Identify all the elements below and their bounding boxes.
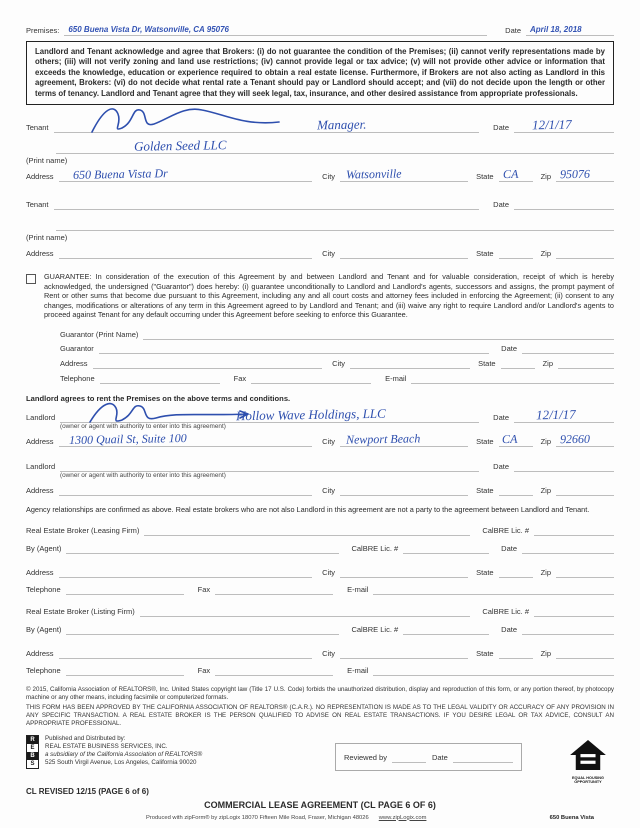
tenant2-address-label: Address	[26, 249, 54, 259]
leasing-firm-line[interactable]	[144, 524, 470, 536]
tenant2-printname-row	[26, 219, 614, 231]
equal-housing-caption: EQUAL HOUSING OPPORTUNITY	[572, 775, 604, 785]
guarantor-printname-line[interactable]	[143, 328, 614, 340]
tenant1-state-line[interactable]	[499, 166, 533, 182]
leasing-email-line[interactable]	[373, 583, 614, 595]
landlord1-zip-label: Zip	[540, 437, 551, 446]
tenant1-city-line[interactable]	[340, 166, 468, 182]
landlord2-address-label: Address	[26, 486, 54, 495]
tenant2-zip-line[interactable]	[556, 247, 614, 259]
leasing-agent-row	[26, 542, 614, 554]
leasing-agent-label: By (Agent)	[26, 543, 62, 553]
leasing-zip-line[interactable]	[556, 566, 614, 578]
equal-housing-logo	[562, 739, 614, 785]
reviewed-by-label: Reviewed by	[344, 752, 387, 762]
listing-calbre-line[interactable]	[534, 605, 614, 617]
rebs-letter-b: B	[27, 752, 38, 760]
guarantor-email-label: E-mail	[385, 374, 407, 383]
landlord1-city-handwriting: Newport Beach	[345, 431, 421, 447]
landlord1-address-line[interactable]	[59, 430, 313, 448]
tenant1-signature-row	[26, 116, 614, 133]
guarantor-fax-label: Fax	[233, 374, 247, 383]
tenant1-zip-line[interactable]	[556, 166, 614, 182]
broker-notice-text: Landlord and Tenant acknowledge and agree that Brokers: (i) do not guarantee the condition of the Premises; (ii) cannot verify representations made by others; (iii) will not verify zoning and land use restrictions; (iv) cannot provide legal or tax advice; (v) will not provide other advice or information that exceeds the knowledge, education or experience required to obtain a real estate license. Furthermore, if Brokers are not also acting as Landlord in this agreement, Brokers: (vi) do not decide what rental rate a Tenant should pay or Landlord should accept; and (vii) do not decide upon the length or other terms of tenancy. Landlord and Tenant agree that they will seek legal, tax, insurance, and other desired assistance from appropriate professionals.	[35, 47, 605, 98]
doc-ref: 650 Buena Vista	[549, 814, 594, 821]
publisher-company: REAL ESTATE BUSINESS SERVICES, INC.	[45, 742, 168, 750]
tenant1-printname-label: (Print name)	[26, 156, 68, 166]
leasing-telephone-row	[26, 583, 614, 595]
publisher-subsidiary: a subsidiary of the California Association of REALTORS®	[45, 750, 203, 758]
listing-calbre-label: CalBRE Lic. #	[482, 606, 529, 616]
guarantor-telephone-line[interactable]	[100, 372, 220, 384]
landlord1-city-line[interactable]	[340, 431, 468, 447]
copyright-text: © 2015, California Association of REALTORS®, Inc. United States copyright law (Title 17 U.S. Code) forbids the unauthorized distribution, display and reproduction of this form, or any portion thereof, by photocopy machine or any other means, including facsimile or computerized formats.	[26, 685, 614, 701]
listing-firm-line[interactable]	[140, 605, 471, 617]
form-title: COMMERCIAL LEASE AGREEMENT (CL PAGE 6 OF 6)	[204, 799, 436, 810]
listing-address-line[interactable]	[59, 647, 313, 659]
listing-firm-row	[26, 605, 614, 617]
tenant1-state-label: State	[476, 172, 494, 182]
landlord1-signature-line[interactable]	[60, 405, 479, 424]
landlord2-address-row	[26, 484, 614, 496]
tenant1-printname-line[interactable]	[56, 137, 614, 154]
listing-telephone-label: Telephone	[26, 665, 61, 675]
listing-firm-label: Real Estate Broker (Listing Firm)	[26, 606, 135, 616]
leasing-state-label: State	[476, 567, 494, 577]
tenant2-signature-row	[26, 198, 614, 210]
guarantor-state-label: State	[478, 359, 496, 368]
leasing-telephone-line[interactable]	[66, 583, 184, 595]
tenant2-city-label: City	[322, 249, 336, 259]
listing-agent-line[interactable]	[66, 623, 339, 635]
guarantor-signature-line[interactable]	[99, 342, 489, 354]
tenant1-title-handwriting: Manager.	[317, 116, 367, 133]
header-date-label: Date	[505, 26, 521, 35]
listing-agent-label: By (Agent)	[26, 624, 62, 634]
tenant1-printname-row	[26, 137, 614, 154]
landlord1-date-handwriting: 12/1/17	[535, 406, 576, 423]
guarantor-zip-label: Zip	[542, 359, 553, 368]
leasing-city-line[interactable]	[340, 566, 468, 578]
landlord1-name-handwriting: Hollow Wave Holdings, LLC	[236, 405, 387, 424]
leasing-calbre-line[interactable]	[534, 524, 614, 536]
premises-value: 650 Buena Vista Dr, Watsonville, CA 95076	[68, 25, 230, 34]
guarantor-telephone-label: Telephone	[60, 374, 95, 383]
landlord1-city-label: City	[322, 437, 336, 446]
reviewed-date-label: Date	[431, 752, 448, 762]
guarantor-date-label: Date	[501, 344, 517, 353]
listing-state-label: State	[476, 648, 494, 658]
listing-agent-calbre-line[interactable]	[403, 623, 489, 635]
publisher-row	[26, 735, 614, 785]
tenant2-state-line[interactable]	[499, 247, 533, 259]
guarantor-printname-row	[60, 328, 614, 340]
tenant1-state-handwriting: CA	[502, 166, 519, 182]
tenant2-date-line[interactable]	[514, 198, 614, 210]
leasing-city-label: City	[322, 567, 336, 577]
tenant1-date-line[interactable]	[514, 116, 614, 133]
produced-text: Produced with zipForm® by zipLogix 18070 Fifteen Mile Road, Fraser, Michigan 48026	[146, 814, 369, 821]
tenant1-label: Tenant	[26, 123, 49, 133]
leasing-agent-date-line[interactable]	[522, 542, 614, 554]
landlord1-signature-row	[26, 405, 614, 424]
listing-agent-row	[26, 623, 614, 635]
guarantor-address-row	[60, 357, 614, 369]
tenant1-printname-handwriting: Golden Seed LLC	[133, 137, 227, 154]
publisher-distributed: Published and Distributed by:	[45, 734, 126, 742]
leasing-firm-row	[26, 524, 614, 536]
leasing-zip-label: Zip	[540, 567, 551, 577]
listing-email-label: E-mail	[347, 665, 369, 675]
guarantor-telephone-row	[60, 372, 614, 384]
guarantor-fax-line[interactable]	[251, 372, 371, 384]
guarantor-signature-row	[60, 342, 614, 354]
landlord1-state-handwriting: CA	[501, 431, 518, 447]
listing-city-label: City	[322, 648, 336, 658]
leasing-address-row	[26, 566, 614, 578]
tenant2-printname-line[interactable]	[56, 219, 614, 231]
guarantor-zip-line[interactable]	[558, 357, 614, 369]
tenant1-address-handwriting: 650 Buena Vista Dr	[72, 166, 168, 182]
tenant1-city-handwriting: Watsonville	[345, 166, 402, 182]
approval-text: THIS FORM HAS BEEN APPROVED BY THE CALIFORNIA ASSOCIATION OF REALTORS® (C.A.R.). NO REPRESENTATION IS MADE AS TO THE LEGAL VALIDITY OR ACCURACY OF ANY PROVISION IN ANY SPECIFIC TRANSACTION. A REAL ESTATE BROKER IS THE PERSON QUALIFIED TO ADVISE ON REAL ESTATE TRANSACTIONS. IF YOU DESIRE LEGAL OR TAX ADVICE, CONSULT AN APPROPRIATE PROFESSIONAL.	[26, 703, 614, 727]
tenant2-signature-line[interactable]	[54, 198, 480, 210]
tenant1-zip-handwriting: 95076	[559, 166, 591, 182]
landlord2-label: Landlord	[26, 462, 56, 471]
guarantee-checkbox[interactable]	[26, 274, 36, 284]
landlord1-date-label: Date	[493, 413, 509, 422]
guarantor-address-line[interactable]	[93, 357, 323, 369]
produced-row	[26, 815, 614, 821]
landlord1-address-handwriting: 1300 Quail St, Suite 100	[68, 430, 187, 448]
guarantor-city-line[interactable]	[350, 357, 470, 369]
listing-zip-line[interactable]	[556, 647, 614, 659]
tenant2-label: Tenant	[26, 200, 49, 210]
landlord-intro-text: Landlord agrees to rent the Premises on the above terms and conditions.	[26, 394, 291, 403]
leasing-address-label: Address	[26, 567, 54, 577]
tenant1-date-handwriting: 12/1/17	[531, 116, 572, 133]
listing-state-line[interactable]	[499, 647, 533, 659]
premises-header-row	[26, 24, 614, 36]
premises-label: Premises:	[26, 26, 60, 35]
leasing-email-label: E-mail	[347, 584, 369, 594]
tenant1-signature-line[interactable]	[54, 116, 480, 133]
landlord2-owner-note: (owner or agent with authority to enter into this agreement)	[60, 472, 226, 479]
landlord1-address-label: Address	[26, 437, 54, 446]
rebs-letter-s: S	[27, 760, 38, 768]
guarantor-label: Guarantor	[60, 344, 94, 353]
tenant2-printname-label: (Print name)	[26, 233, 68, 243]
landlord2-city-label: City	[322, 486, 336, 495]
tenant2-state-label: State	[476, 249, 494, 259]
tenant-signature-scribble	[74, 102, 314, 136]
tenant2-city-line[interactable]	[340, 247, 468, 259]
leasing-agent-calbre-label: CalBRE Lic. #	[351, 543, 399, 553]
landlord1-state-label: State	[476, 437, 494, 446]
listing-email-line[interactable]	[373, 664, 614, 676]
tenant1-address-line[interactable]	[59, 166, 313, 182]
tenant1-date-label: Date	[493, 123, 509, 133]
landlord1-zip-handwriting: 92660	[559, 431, 591, 447]
rebs-letter-e: E	[27, 744, 38, 752]
landlord1-address-row	[26, 430, 614, 448]
header-date-value: April 18, 2018	[530, 25, 582, 34]
broker-notice-box	[26, 41, 614, 105]
tenant1-address-row	[26, 166, 614, 182]
tenant2-address-row	[26, 247, 614, 259]
premises-line[interactable]	[64, 24, 487, 36]
guarantor-address-label: Address	[60, 359, 88, 368]
landlord2-zip-line[interactable]	[556, 484, 614, 496]
listing-agent-date-line[interactable]	[522, 623, 614, 635]
landlord-signature-scribble	[80, 398, 260, 426]
listing-address-row	[26, 647, 614, 659]
listing-city-line[interactable]	[340, 647, 468, 659]
tenant2-zip-label: Zip	[540, 249, 551, 259]
reviewed-by-box	[335, 743, 522, 771]
listing-fax-line[interactable]	[215, 664, 333, 676]
guarantor-date-line[interactable]	[522, 342, 614, 354]
listing-telephone-line[interactable]	[66, 664, 184, 676]
tenant1-address-label: Address	[26, 172, 54, 182]
landlord2-state-label: State	[476, 486, 494, 495]
leasing-calbre-label: CalBRE Lic. #	[482, 525, 529, 535]
guarantee-text: GUARANTEE: In consideration of the execution of this Agreement by and between Landlord and Tenant and for valuable consideration, receipt of which is hereby acknowledged, the undersigned ("Guarantor") does hereby: (i) guarantee unconditionally to Landlord and Landlord's agents, successors and assigns, the prompt payment of Rent or other sums that become due pursuant to this Agreement, including any and all court costs and attorney fees included in enforcing the Agreement; (ii) consent to any changes, modifications or alterations of any term in this Agreement agreed to by Landlord and Tenant; and (iii) waive any right to require Landlord and/or Landlord's agents to proceed against Tenant for any default occurring under this Agreement before seeking to enforce this Guarantee.	[44, 272, 614, 320]
leasing-agent-calbre-line[interactable]	[403, 542, 489, 554]
landlord2-signature-line[interactable]	[60, 460, 479, 472]
landlord2-state-line[interactable]	[499, 484, 533, 496]
landlord2-city-line[interactable]	[340, 484, 468, 496]
landlord1-zip-line[interactable]	[556, 431, 614, 447]
tenant1-city-label: City	[322, 172, 336, 182]
landlord2-address-line[interactable]	[59, 484, 313, 496]
leasing-firm-label: Real Estate Broker (Leasing Firm)	[26, 525, 140, 535]
publisher-info	[45, 735, 285, 767]
tenant2-address-line[interactable]	[59, 247, 313, 259]
tenant2-date-label: Date	[493, 200, 509, 210]
listing-fax-label: Fax	[197, 665, 211, 675]
landlord1-date-line[interactable]	[514, 406, 614, 423]
guarantor-block	[60, 328, 614, 384]
rebs-letter-r: R	[27, 736, 38, 744]
leasing-agent-date-label: Date	[501, 543, 517, 553]
guarantor-state-line[interactable]	[501, 357, 535, 369]
landlord2-date-line[interactable]	[514, 460, 614, 472]
reviewed-date-line[interactable]	[453, 751, 513, 763]
agency-relationships-text: Agency relationships are confirmed as above. Real estate brokers who are not also Landlord in this agreement are not a party to the agreement between Landlord and Tenant.	[26, 505, 590, 514]
leasing-fax-label: Fax	[197, 584, 211, 594]
guarantee-section	[26, 272, 614, 320]
landlord2-date-label: Date	[493, 462, 509, 471]
publisher-address: 525 South Virgil Avenue, Los Angeles, California 90020	[45, 758, 197, 766]
landlord2-signature-row	[26, 460, 614, 472]
landlord2-zip-label: Zip	[540, 486, 551, 495]
landlord1-label: Landlord	[26, 413, 56, 422]
leasing-agent-line[interactable]	[66, 542, 339, 554]
leasing-address-line[interactable]	[59, 566, 313, 578]
rebs-logo	[26, 735, 39, 769]
landlord1-state-line[interactable]	[499, 431, 533, 447]
listing-agent-date-label: Date	[501, 624, 517, 634]
guarantor-email-line[interactable]	[411, 372, 614, 384]
ziplogix-link[interactable]: www.zipLogix.com	[378, 814, 427, 821]
equal-housing-house-icon	[569, 739, 607, 771]
reviewed-by-line[interactable]	[392, 751, 426, 763]
tenant1-zip-label: Zip	[540, 172, 551, 182]
header-date-line[interactable]	[526, 24, 614, 36]
leasing-state-line[interactable]	[499, 566, 533, 578]
revision-code: CL REVISED 12/15 (PAGE 6 of 6)	[26, 786, 149, 796]
listing-zip-label: Zip	[540, 648, 551, 658]
leasing-fax-line[interactable]	[215, 583, 333, 595]
listing-address-label: Address	[26, 648, 54, 658]
listing-agent-calbre-label: CalBRE Lic. #	[351, 624, 399, 634]
guarantor-city-label: City	[332, 359, 346, 368]
guarantor-printname-label: Guarantor (Print Name)	[60, 330, 139, 339]
listing-telephone-row	[26, 664, 614, 676]
landlord1-owner-note: (owner or agent with authority to enter into this agreement)	[60, 423, 226, 430]
leasing-telephone-label: Telephone	[26, 584, 61, 594]
